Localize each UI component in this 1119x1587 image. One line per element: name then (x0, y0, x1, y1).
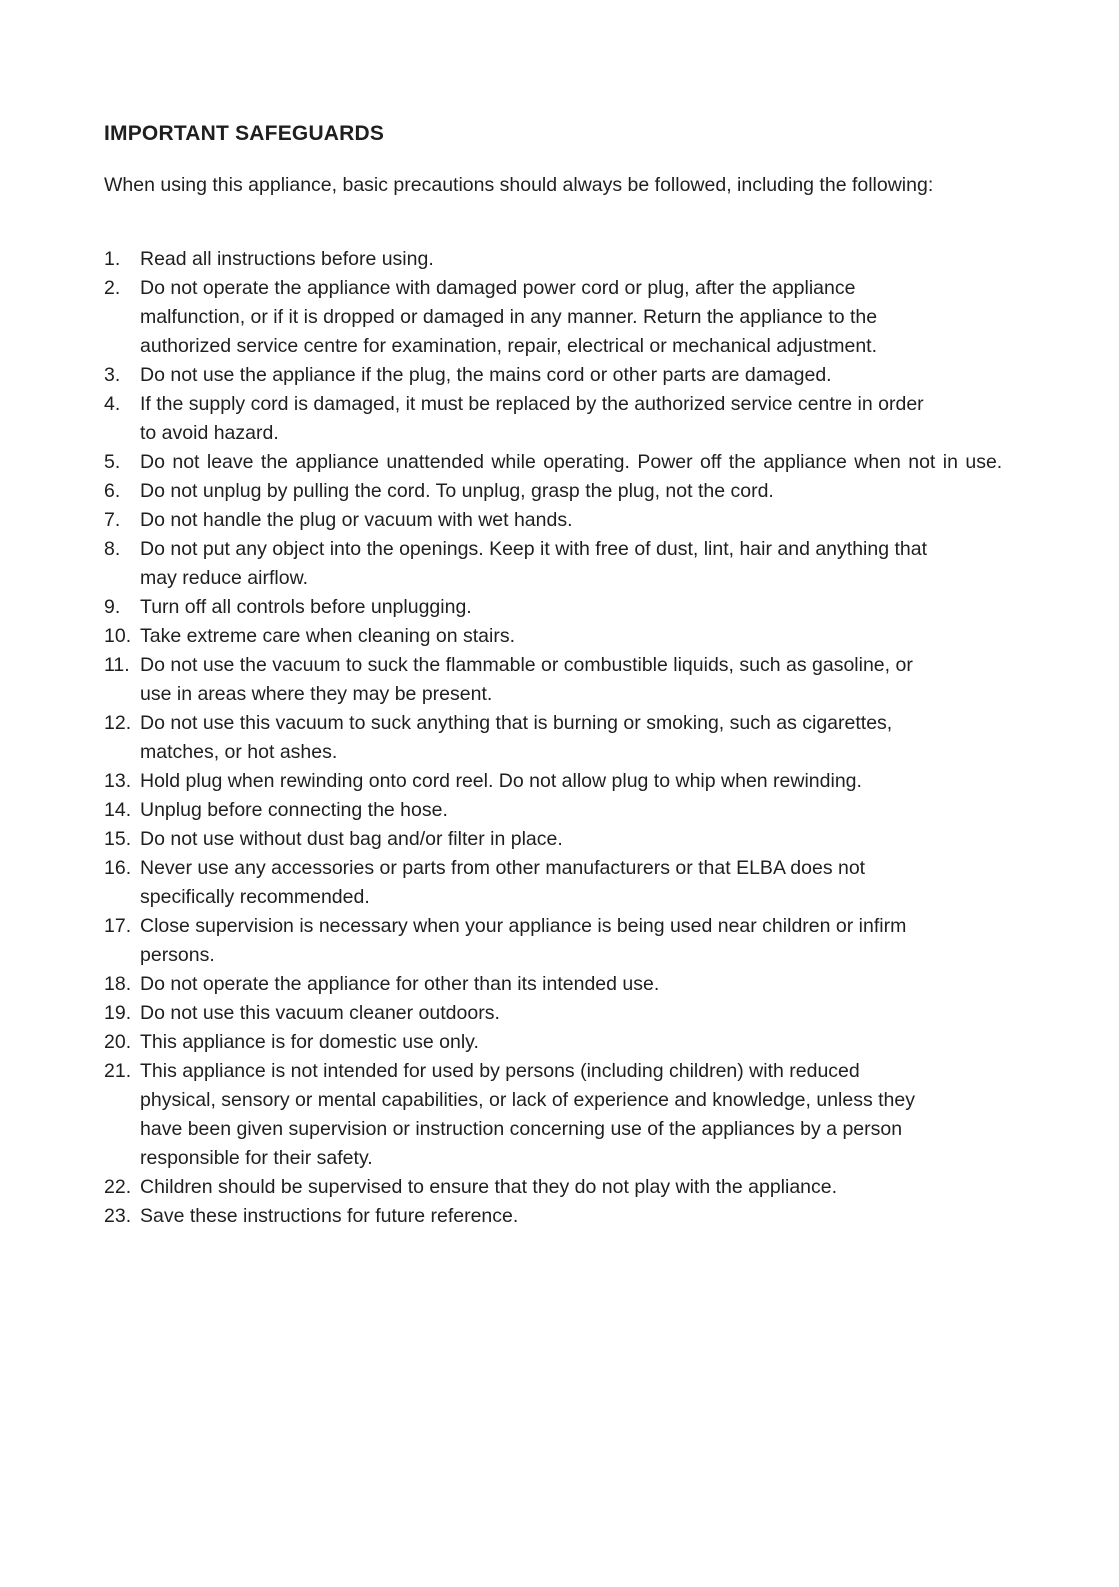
list-item-number: 5. (104, 451, 121, 473)
list-item (104, 854, 1044, 912)
list-item-text: Do not unplug by pulling the cord. To unplug, grasp the plug, not the cord. (140, 480, 774, 502)
list-item-text: Children should be supervised to ensure that they do not play with the appliance. (140, 1176, 838, 1198)
list-item-text: Hold plug when rewinding onto cord reel. Do not allow plug to whip when rewinding. (140, 770, 862, 792)
list-item-text: This appliance is not intended for used by persons (including children) with reduced physical, sensory or mental capabilities, or lack of experience and knowledge, unless they have been given supervision or instruction concerning use of the appliances by a person responsible for their safety. (140, 1060, 916, 1169)
list-item (104, 274, 1044, 361)
list-item-text: Turn off all controls before unplugging. (140, 596, 472, 618)
page-title: IMPORTANT SAFEGUARDS (104, 122, 385, 145)
list-item-number: 14. (104, 799, 132, 821)
list-item (104, 622, 1044, 651)
list-item-number: 8. (104, 538, 121, 560)
list-item-text: Do not use this vacuum to suck anything that is burning or smoking, such as cigarettes, matches, or hot ashes. (140, 712, 893, 763)
list-item-number: 10. (104, 625, 132, 647)
list-item-number: 16. (104, 857, 132, 879)
list-item (104, 1202, 1044, 1231)
list-item (104, 709, 1044, 767)
list-item (104, 477, 1044, 506)
list-item (104, 390, 1044, 448)
list-item-text: Do not operate the appliance for other than its intended use. (140, 973, 660, 995)
list-item-number: 20. (104, 1031, 132, 1053)
list-item-number: 4. (104, 393, 121, 415)
list-item (104, 912, 1044, 970)
list-item (104, 535, 1044, 593)
list-item-number: 15. (104, 828, 132, 850)
list-item-number: 23. (104, 1205, 132, 1227)
list-item-text: Do not leave the appliance unattended while operating. Power off the appliance when not in use. (140, 451, 1003, 473)
list-item-number: 1. (104, 248, 121, 270)
list-item-number: 17. (104, 915, 132, 937)
safeguards-list (104, 245, 1044, 1231)
list-item (104, 825, 1044, 854)
list-item-text: This appliance is for domestic use only. (140, 1031, 479, 1053)
list-item-number: 22. (104, 1176, 132, 1198)
list-item-text: Do not handle the plug or vacuum with wet hands. (140, 509, 573, 531)
list-item-text: If the supply cord is damaged, it must be replaced by the authorized service centre in order to avoid hazard. (140, 393, 924, 444)
list-item-text: Never use any accessories or parts from other manufacturers or that ELBA does not specifically recommended. (140, 857, 866, 908)
list-item (104, 245, 1044, 274)
list-item-text: Unplug before connecting the hose. (140, 799, 448, 821)
list-item-number: 3. (104, 364, 121, 386)
list-item (104, 999, 1044, 1028)
list-item (104, 796, 1044, 825)
list-item (104, 1057, 1044, 1173)
list-item-text: Do not operate the appliance with damaged power cord or plug, after the appliance malfunction, or if it is dropped or damaged in any manner. Return the appliance to the authorized service centre for examination, repair, electrical or mechanical adjustment. (140, 277, 878, 357)
list-item (104, 448, 1044, 477)
list-item-text: Do not use without dust bag and/or filter in place. (140, 828, 563, 850)
list-item (104, 506, 1044, 535)
list-item-text: Save these instructions for future reference. (140, 1205, 519, 1227)
list-item-number: 2. (104, 277, 121, 299)
list-item-number: 11. (104, 654, 130, 676)
list-item-text: Take extreme care when cleaning on stairs. (140, 625, 516, 647)
list-item-number: 21. (104, 1060, 132, 1082)
list-item-text: Read all instructions before using. (140, 248, 434, 270)
list-item-text: Close supervision is necessary when your appliance is being used near children or infirm persons. (140, 915, 907, 966)
document-page (104, 118, 1044, 1231)
list-item (104, 970, 1044, 999)
list-item-number: 12. (104, 712, 132, 734)
list-item (104, 1028, 1044, 1057)
list-item-number: 13. (104, 770, 132, 792)
list-item (104, 361, 1044, 390)
list-item-number: 9. (104, 596, 121, 618)
list-item-text: Do not put any object into the openings. Keep it with free of dust, lint, hair and anything that may reduce airflow. (140, 538, 928, 589)
list-item-number: 18. (104, 973, 132, 995)
list-item-text: Do not use the appliance if the plug, the mains cord or other parts are damaged. (140, 364, 832, 386)
list-item-number: 6. (104, 480, 121, 502)
list-item (104, 1173, 1044, 1202)
list-item-text: Do not use the vacuum to suck the flammable or combustible liquids, such as gasoline, or use in areas where they may be present. (140, 654, 913, 705)
list-item-text: Do not use this vacuum cleaner outdoors. (140, 1002, 500, 1024)
intro-paragraph: When using this appliance, basic precautions should always be followed, including the following: (104, 174, 934, 196)
list-item (104, 651, 1044, 709)
list-item-number: 7. (104, 509, 121, 531)
list-item (104, 593, 1044, 622)
list-item-number: 19. (104, 1002, 132, 1024)
list-item (104, 767, 1044, 796)
